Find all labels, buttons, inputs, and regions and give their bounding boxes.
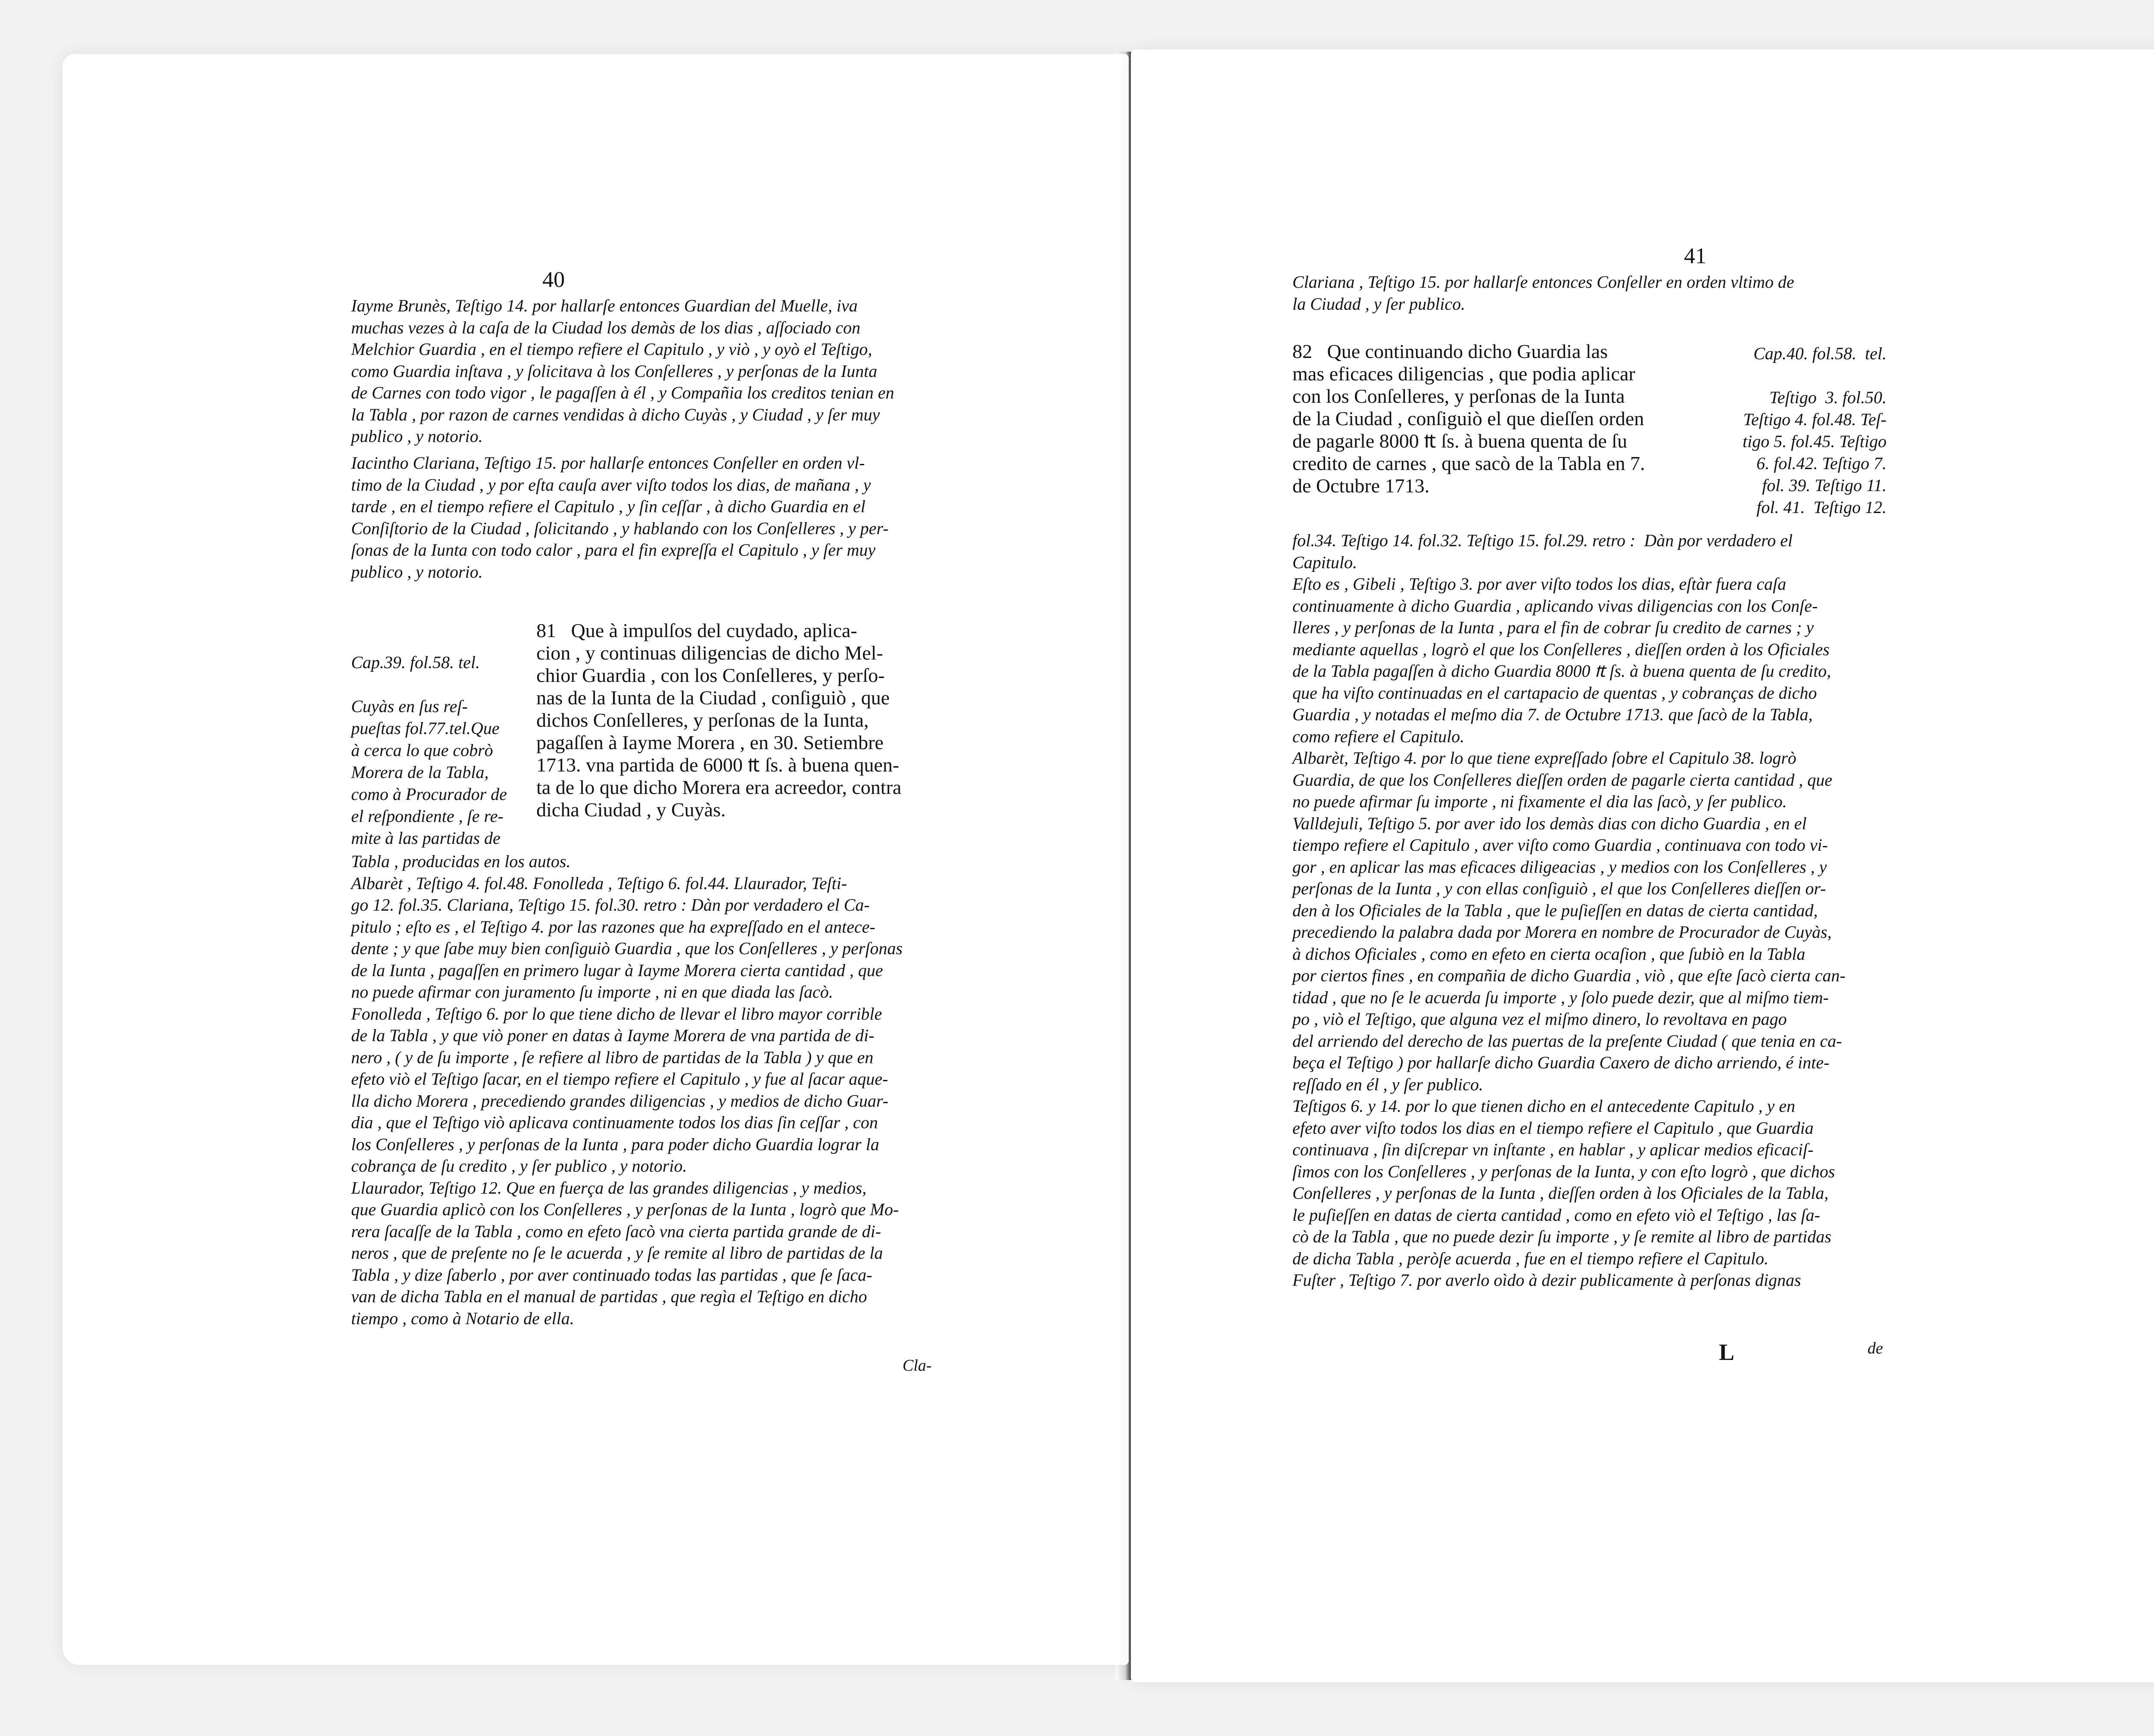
text-line: publico , y notorio.	[351, 426, 483, 446]
text-line: por ciertos fines , en compañia de dicho Guardia , viò , que eſte ſacò cierta can-	[1292, 966, 1846, 985]
text-line: Valldejuli, Teſtigo 5. por aver ido los demàs dias con dicho Guardia , en el	[1292, 813, 1807, 833]
paragraph-testimony-81	[351, 851, 903, 1329]
text-line: à dichos Oficiales , como en efeto en cierta ocaſion , que ſubiò en la Tabla	[1292, 944, 1805, 964]
text-line: den à los Oficiales de la Tabla , que le puſieſſen en datas de cierta cantidad,	[1292, 900, 1818, 920]
article-82	[1292, 340, 1645, 497]
paragraph-clariana-head	[1292, 271, 1794, 315]
text-line: Cap.39. fol.58. tel.	[351, 653, 480, 672]
text-line: Fuſter , Teſtigo 7. por averlo oìdo à dezir publicamente à perſonas dignas	[1292, 1270, 1801, 1290]
left-catchword: Cla-	[903, 1356, 932, 1375]
text-line	[1743, 364, 1886, 386]
right-catchword: de	[1868, 1339, 1883, 1357]
text-line: del arriendo del derecho de las puertas de la preſente Ciudad ( que tenia en ca-	[1292, 1031, 1842, 1051]
text-line: reſſado en él , y ſer publico.	[1292, 1074, 1483, 1094]
text-line: Teſtigo 3. fol.50.	[1769, 388, 1887, 407]
text-line: Iacintho Clariana, Teſtigo 15. por hallarſe entonces Conſeller en orden vl-	[351, 453, 865, 473]
article-81	[536, 619, 901, 821]
text-line: continuava , ſin diſcrepar vn inſtante , en hablar , y aplicar medios eficaciſ-	[1292, 1140, 1814, 1159]
text-line	[351, 673, 507, 695]
text-line: de la Ciudad , conſiguiò el que dieſſen orden	[1292, 408, 1644, 429]
text-line: Morera de la Tabla,	[351, 762, 489, 782]
text-line: Cuyàs en ſus reſ-	[351, 697, 468, 716]
text-line: gor , en aplicar las mas eficaces diligeacias , y medios con los Conſelleres , y	[1292, 857, 1827, 877]
text-line: no puede afirmar con juramento ſu importe , ni en que diada las ſacò.	[351, 982, 833, 1002]
margin-note-82	[1743, 342, 1886, 518]
text-line: neros , que de preſente no ſe le acuerda , y ſe remite al libro de partidas de la	[351, 1243, 883, 1263]
text-line: Tabla , producidas en los autos.	[351, 852, 571, 871]
text-line: tigo 5. fol.45. Teſtigo	[1743, 432, 1887, 451]
text-line: pitulo ; eſto es , el Teſtigo 4. por las razones que ha expreſſado en el antece-	[351, 917, 875, 936]
paragraph-testimony-82	[1292, 530, 1846, 1291]
text-line: de Octubre 1713.	[1292, 475, 1430, 497]
text-line: Cap.40. fol.58. tel.	[1753, 344, 1887, 363]
text-line: tiempo refiere el Capitulo , aver viſto como Guardia , continuava con todo vi-	[1292, 835, 1828, 855]
text-line: como refiere el Capitulo.	[1292, 726, 1465, 746]
text-line: à cerca lo que cobrò	[351, 740, 493, 760]
text-line: ſimos con los Conſelleres , y perſonas de la Iunta, y con eſto logrò , que dichos	[1292, 1161, 1835, 1181]
left-page-number: 40	[542, 268, 565, 292]
text-line: Capitulo.	[1292, 552, 1357, 572]
text-line: mediante aquellas , logrò el que los Conſelleres , dieſſen orden à los Oficiales	[1292, 639, 1830, 659]
text-line: fol.34. Teſtigo 14. fol.32. Teſtigo 15. fol.29. retro : Dàn por verdadero el	[1292, 531, 1793, 550]
text-line: como à Procurador de	[351, 784, 507, 804]
text-line: Albarèt, Teſtigo 4. por lo que tiene expreſſado ſobre el Capitulo 38. logrò	[1292, 748, 1796, 768]
text-line: de Carnes con todo vigor , le pagaſſen à él , y Compañia los creditos tenian en	[351, 383, 894, 402]
text-line: de dicha Tabla , peròſe acuerda , fue en el tiempo refiere el Capitulo.	[1292, 1248, 1768, 1268]
text-line: precediendo la palabra dada por Morera en nombre de Procurador de Cuyàs,	[1292, 922, 1832, 942]
paragraph-brunes	[351, 295, 894, 448]
text-line: efeto viò el Teſtigo ſacar, en el tiempo refiere el Capitulo , y fue al ſacar aque-	[351, 1069, 888, 1089]
text-line: Llaurador, Teſtigo 12. Que en fuerça de las grandes diligencias , y medios,	[351, 1178, 867, 1198]
text-line: Fonolleda , Teſtigo 6. por lo que tiene dicho de llevar el libro mayor corrible	[351, 1004, 882, 1024]
text-line: 81 Que à impulſos del cuydado, aplica-	[536, 619, 857, 641]
text-line: que Guardia aplicò con los Conſelleres , y perſonas de la Iunta , logrò que Mo-	[351, 1200, 899, 1219]
text-line: van de dicha Tabla en el manual de partidas , que regìa el Teſtigo en dicho	[351, 1287, 867, 1306]
text-line: de la Iunta , pagaſſen en primero lugar à Iayme Morera cierta cantidad , que	[351, 960, 883, 980]
text-line: Guardia , y notadas el meſmo dia 7. de Octubre 1713. que ſacò de la Tabla,	[1292, 705, 1813, 724]
text-line: Iayme Brunès, Teſtigo 14. por hallarſe entonces Guardian del Muelle, iva	[351, 296, 858, 315]
text-line: lleres , y perſonas de la Iunta , para el fin de cobrar ſu credito de carnes ; y	[1292, 618, 1814, 637]
text-line: ta de lo que dicho Morera era acreedor, contra	[536, 776, 902, 798]
text-line: dia , que el Teſtigo viò aplicava continuamente todos los dias ſin ceſſar , con	[351, 1113, 878, 1132]
text-line: publico , y notorio.	[351, 562, 483, 582]
text-line: cobrança de ſu credito , y ſer publico , y notorio.	[351, 1156, 687, 1176]
text-line: Tabla , y dize ſaberlo , por aver continuado todas las partidas , que ſe ſaca-	[351, 1265, 872, 1285]
text-line: pueſtas fol.77.tel.Que	[351, 719, 500, 738]
text-line: de la Tabla pagaſſen à dicho Guardia 8000 ₶ ſs. à buena quenta de ſu credito,	[1292, 661, 1831, 681]
text-line: de pagarle 8000 ₶ ſs. à buena quenta de ſu	[1292, 430, 1628, 452]
text-line: Teſtigos 6. y 14. por lo que tienen dicho en el antecedente Capitulo , y en	[1292, 1096, 1796, 1116]
text-line: go 12. fol.35. Clariana, Teſtigo 15. fol.30. retro : Dàn por verdadero el Ca-	[351, 895, 870, 915]
text-line: Guardia, de que los Conſelleres dieſſen orden de pagarle cierta cantidad , que	[1292, 770, 1833, 790]
text-line: dente ; y que ſabe muy bien conſiguiò Guardia , que los Conſelleres , y perſonas	[351, 939, 903, 958]
text-line: los Conſelleres , y perſonas de la Iunta , para poder dicho Guardia lograr la	[351, 1134, 879, 1154]
text-line: chior Guardia , con los Conſelleres, y perſo-	[536, 664, 885, 686]
text-line: mas eficaces diligencias , que podia aplicar	[1292, 363, 1635, 385]
text-line: Albarèt , Teſtigo 4. fol.48. Fonolleda , Teſtigo 6. fol.44. Llaurador, Teſti-	[351, 873, 847, 893]
text-line: po , viò el Teſtigo, que alguna vez el miſmo dinero, lo revoltava en pago	[1292, 1009, 1787, 1029]
text-line: Teſtigo 4. fol.48. Teſ-	[1743, 410, 1887, 429]
text-line: fol. 39. Teſtigo 11.	[1762, 476, 1887, 495]
text-line: cion , y continuas diligencias de dicho Mel-	[536, 642, 883, 664]
text-line: cò de la Tabla , que no puede dezir ſu importe , y ſe remite al libro de partidas	[1292, 1227, 1831, 1246]
text-line: tidad , que no ſe le acuerda ſu importe , y ſolo puede dezir, que al miſmo tiem-	[1292, 987, 1829, 1007]
text-line: con los Conſelleres, y perſonas de la Iunta	[1292, 385, 1625, 407]
signature-mark: L	[1719, 1339, 1735, 1365]
text-line: efeto aver viſto todos los dias en el tiempo refiere el Capitulo , que Guardia	[1292, 1118, 1814, 1138]
text-line: tarde , en el tiempo refiere el Capitulo , y ſin ceſſar , à dicho Guardia en el	[351, 497, 865, 516]
text-line: 6. fol.42. Teſtigo 7.	[1756, 454, 1887, 473]
text-line: dicha Ciudad , y Cuyàs.	[536, 799, 726, 821]
text-line: pagaſſen à Iayme Morera , en 30. Setiembre	[536, 731, 884, 753]
text-line: beça el Teſtigo ) por hallarſe dicho Guardia Caxero de dicho arriendo, é inte-	[1292, 1053, 1830, 1072]
text-line: nas de la Iunta de la Ciudad , conſiguiò , que	[536, 687, 890, 709]
text-line: perſonas de la Iunta , y con ellas conſiguiò , el que los Conſelleres dieſſen or-	[1292, 879, 1826, 898]
text-line: muchas vezes à la caſa de la Ciudad los demàs de los dias , aſſociado con	[351, 317, 861, 337]
margin-note-81	[351, 651, 507, 849]
text-line: de la Tabla , y que viò poner en datas à Iayme Morera de vna partida de di-	[351, 1026, 875, 1045]
text-line: 82 Que continuando dicho Guardia las	[1292, 340, 1608, 362]
text-line: Clariana , Teſtigo 15. por hallarſe entonces Conſeller en orden vltimo de	[1292, 272, 1794, 292]
text-line: como Guardia inſtava , y ſolicitava à los Conſelleres , y perſonas de la Iunta	[351, 361, 878, 381]
text-line: Eſto es , Gibeli , Teſtigo 3. por aver viſto todos los dias, eſtàr fuera caſa	[1292, 574, 1787, 594]
text-line: tiempo , como à Notario de ella.	[351, 1308, 574, 1328]
text-line: fol. 41. Teſtigo 12.	[1756, 498, 1887, 517]
text-line: mite à las partidas de	[351, 828, 501, 848]
text-line: 1713. vna partida de 6000 ₶ ſs. à buena quen-	[536, 754, 900, 776]
text-line: que ha viſto continuadas en el cartapacio de quentas , y cobranças de dicho	[1292, 683, 1817, 703]
text-line: credito de carnes , que sacò de la Tabla en 7.	[1292, 452, 1645, 474]
right-page-number: 41	[1684, 244, 1706, 268]
text-line: no puede afirmar ſu importe , ni fixamente el dia las ſacò, y ſer publico.	[1292, 792, 1787, 811]
text-line: continuamente à dicho Guardia , aplicando vivas diligencias con los Conſe-	[1292, 596, 1818, 616]
text-line: Melchior Guardia , en el tiempo refiere el Capitulo , y viò , y oyò el Teſtigo,	[351, 339, 872, 359]
text-line: lla dicho Morera , precediendo grandes diligencias , y medios de dicho Guar-	[351, 1091, 889, 1111]
text-line: Conſelleres , y perſonas de la Iunta , dieſſen orden à los Oficiales de la Tabla,	[1292, 1183, 1829, 1203]
text-line: Conſiſtorio de la Ciudad , ſolicitando , y hablando con los Conſelleres , y per-	[351, 518, 889, 538]
text-line: timo de la Ciudad , y por eſta cauſa aver viſto todos los dias, de mañana , y	[351, 475, 871, 495]
text-line: nero , ( y de ſu importe , ſe refiere al libro de partidas de la Tabla ) y que en	[351, 1047, 874, 1067]
text-line: la Tabla , por razon de carnes vendidas à dicho Cuyàs , y Ciudad , y ſer muy	[351, 404, 880, 424]
text-line: dichos Conſelleres, y perſonas de la Iunta,	[536, 709, 869, 731]
text-line: la Ciudad , y ſer publico.	[1292, 294, 1466, 314]
text-line: le puſieſſen en datas de cierta cantidad , como en efeto viò el Teſtigo , las ſa-	[1292, 1205, 1820, 1225]
text-line: rera ſacaſſe de la Tabla , como en efeto ſacò vna cierta partida grande de di-	[351, 1221, 881, 1241]
paragraph-clariana	[351, 452, 889, 583]
text-line: el reſpondiente , ſe re-	[351, 806, 504, 826]
text-line: ſonas de la Iunta con todo calor , para el fin expreſſa el Capitulo , y ſer muy	[351, 540, 876, 560]
